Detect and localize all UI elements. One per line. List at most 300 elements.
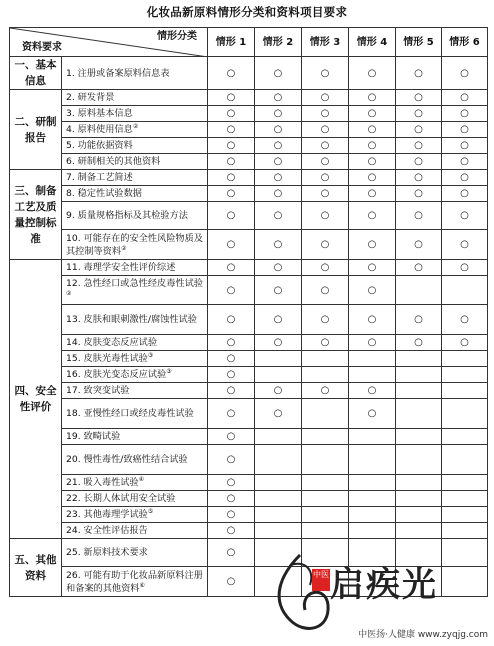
case-cell bbox=[396, 399, 442, 429]
required-mark: ○ bbox=[414, 262, 423, 273]
case-cell bbox=[302, 57, 349, 90]
case-cell bbox=[255, 475, 302, 491]
case-cell bbox=[208, 383, 255, 399]
item-label: 16. 皮肤光变态反应试验 bbox=[66, 369, 167, 380]
watermark-name: 启疾光 bbox=[330, 565, 438, 605]
item-label: 19. 致畸试验 bbox=[66, 431, 121, 442]
required-mark: ○ bbox=[367, 108, 377, 119]
table-row bbox=[10, 138, 488, 154]
required-mark: ○ bbox=[367, 67, 377, 79]
item-cell bbox=[62, 260, 208, 276]
table-row bbox=[10, 351, 488, 367]
item-label: 1. 注册或备案原料信息表 bbox=[66, 67, 170, 79]
required-mark: ○ bbox=[226, 509, 236, 520]
case-cell bbox=[396, 305, 442, 335]
item-cell bbox=[62, 276, 208, 305]
case-cell bbox=[442, 523, 488, 539]
case-cell bbox=[349, 90, 396, 106]
case-cell bbox=[255, 351, 302, 367]
item-label: 20. 慢性毒性/致癌性结合试验 bbox=[66, 454, 188, 465]
required-mark: ○ bbox=[226, 576, 236, 587]
case-cell bbox=[396, 170, 442, 186]
case-cell bbox=[442, 305, 488, 335]
item-label: 18. 亚慢性经口或经皮毒性试验 bbox=[66, 408, 194, 419]
case-cell bbox=[396, 429, 442, 445]
item-label: 5. 功能依据资料 bbox=[66, 140, 133, 151]
item-cell bbox=[62, 567, 208, 597]
case-cell bbox=[349, 523, 396, 539]
required-mark: ○ bbox=[460, 156, 469, 167]
required-mark: ○ bbox=[273, 385, 283, 396]
case-cell bbox=[396, 260, 442, 276]
required-mark: ○ bbox=[226, 262, 236, 273]
case-cell bbox=[255, 276, 302, 305]
case-cell bbox=[442, 429, 488, 445]
required-mark: ○ bbox=[414, 210, 423, 221]
item-cell bbox=[62, 491, 208, 507]
case-cell bbox=[255, 186, 302, 202]
required-mark: ○ bbox=[226, 188, 236, 199]
table-row bbox=[10, 475, 488, 491]
item-cell bbox=[62, 154, 208, 170]
case-cell bbox=[302, 276, 349, 305]
required-mark: ○ bbox=[226, 408, 236, 419]
required-mark: ○ bbox=[226, 67, 236, 79]
case-cell bbox=[255, 335, 302, 351]
item-label: 22. 长期人体试用安全试验 bbox=[66, 493, 176, 504]
required-mark: ○ bbox=[367, 262, 377, 273]
required-mark: ○ bbox=[320, 67, 330, 79]
required-mark: ○ bbox=[320, 239, 330, 250]
table-row bbox=[10, 186, 488, 202]
required-mark: ○ bbox=[460, 172, 469, 183]
case-cell bbox=[208, 186, 255, 202]
item-cell bbox=[62, 170, 208, 186]
case-cell bbox=[208, 106, 255, 122]
required-mark: ○ bbox=[320, 284, 330, 296]
required-mark: ○ bbox=[226, 172, 236, 183]
watermark-site: 中医扬·人健康 www.zyqjg.com bbox=[358, 630, 488, 640]
case-cell bbox=[442, 475, 488, 491]
item-cell bbox=[62, 475, 208, 491]
category-cell: 五、其他资料 bbox=[10, 539, 62, 597]
case-cell bbox=[442, 90, 488, 106]
required-mark: ○ bbox=[273, 408, 283, 419]
item-cell bbox=[62, 138, 208, 154]
required-mark: ○ bbox=[460, 210, 469, 221]
case-cell bbox=[442, 351, 488, 367]
footnote-marker: ④ bbox=[138, 475, 145, 483]
item-cell bbox=[62, 305, 208, 335]
case-cell bbox=[349, 186, 396, 202]
required-mark: ○ bbox=[226, 124, 236, 135]
item-label: 13. 皮肤和眼刺激性/腐蚀性试验 bbox=[66, 314, 197, 325]
case-cell bbox=[396, 57, 442, 90]
required-mark: ○ bbox=[273, 92, 283, 103]
case-cell bbox=[396, 90, 442, 106]
required-mark: ○ bbox=[273, 337, 283, 348]
case-cell bbox=[442, 202, 488, 230]
case-cell bbox=[255, 507, 302, 523]
required-mark: ○ bbox=[367, 337, 377, 348]
case-cell bbox=[349, 445, 396, 475]
required-mark: ○ bbox=[320, 262, 330, 273]
required-mark: ○ bbox=[226, 140, 236, 151]
case-cell bbox=[396, 122, 442, 138]
required-mark: ○ bbox=[226, 493, 236, 504]
case-cell bbox=[302, 399, 349, 429]
required-mark: ○ bbox=[226, 314, 236, 325]
watermark-seal: 中医 bbox=[312, 569, 330, 591]
item-cell bbox=[62, 367, 208, 383]
case-cell bbox=[442, 230, 488, 260]
case-cell bbox=[349, 122, 396, 138]
required-mark: ○ bbox=[320, 337, 330, 348]
case-cell bbox=[349, 57, 396, 90]
required-mark: ○ bbox=[460, 337, 469, 348]
case-cell bbox=[442, 367, 488, 383]
table-row bbox=[10, 383, 488, 399]
case-cell bbox=[302, 383, 349, 399]
case-cell bbox=[349, 170, 396, 186]
required-mark: ○ bbox=[320, 92, 330, 103]
required-mark: ○ bbox=[414, 172, 423, 183]
case-cell bbox=[396, 491, 442, 507]
item-cell bbox=[62, 399, 208, 429]
table-row bbox=[10, 170, 488, 186]
case-cell bbox=[442, 138, 488, 154]
required-mark: ○ bbox=[226, 239, 236, 250]
required-mark: ○ bbox=[414, 92, 423, 103]
case-cell bbox=[208, 351, 255, 367]
case-cell bbox=[208, 567, 255, 597]
item-label: 6. 研制相关的其他资料 bbox=[66, 156, 161, 167]
required-mark: ○ bbox=[367, 188, 377, 199]
table-row bbox=[10, 230, 488, 260]
case-cell bbox=[396, 475, 442, 491]
case-cell bbox=[208, 122, 255, 138]
case-cell bbox=[255, 138, 302, 154]
required-mark: ○ bbox=[226, 547, 236, 558]
table-row bbox=[10, 106, 488, 122]
case-cell bbox=[396, 523, 442, 539]
table-row bbox=[10, 90, 488, 106]
case-cell bbox=[396, 351, 442, 367]
required-mark: ○ bbox=[273, 156, 283, 167]
required-mark: ○ bbox=[367, 92, 377, 103]
required-mark: ○ bbox=[226, 156, 236, 167]
case-header-5: 情形 5 bbox=[396, 28, 442, 57]
case-cell bbox=[208, 170, 255, 186]
case-cell bbox=[349, 335, 396, 351]
required-mark: ○ bbox=[226, 454, 236, 465]
item-label: 3. 原料基本信息 bbox=[66, 108, 133, 119]
item-cell bbox=[62, 230, 208, 260]
case-cell bbox=[349, 475, 396, 491]
case-cell bbox=[396, 186, 442, 202]
item-label: 7. 制备工艺简述 bbox=[66, 172, 133, 183]
item-cell bbox=[62, 90, 208, 106]
case-header-3: 情形 3 bbox=[302, 28, 349, 57]
case-cell bbox=[302, 202, 349, 230]
case-cell bbox=[442, 122, 488, 138]
required-mark: ○ bbox=[460, 262, 469, 273]
case-cell bbox=[396, 138, 442, 154]
case-cell bbox=[442, 57, 488, 90]
required-mark: ○ bbox=[273, 239, 283, 250]
table-row bbox=[10, 260, 488, 276]
required-mark: ○ bbox=[273, 124, 283, 135]
item-label: 4. 原料使用信息 bbox=[66, 124, 133, 135]
required-mark: ○ bbox=[226, 431, 236, 442]
case-cell bbox=[349, 276, 396, 305]
required-mark: ○ bbox=[320, 172, 330, 183]
required-mark: ○ bbox=[460, 124, 469, 135]
case-cell bbox=[302, 523, 349, 539]
required-mark: ○ bbox=[414, 188, 423, 199]
item-label: 25. 新原料技术要求 bbox=[66, 547, 148, 558]
table-row bbox=[10, 523, 488, 539]
item-label: 26. 可能有助于化妆品新原料注册和备案的其他资料 bbox=[66, 569, 203, 594]
required-mark: ○ bbox=[320, 385, 330, 396]
item-label: 17. 致突变试验 bbox=[66, 385, 130, 396]
case-cell bbox=[208, 429, 255, 445]
required-mark: ○ bbox=[320, 314, 330, 325]
case-cell bbox=[349, 383, 396, 399]
footnote-marker: ⑥ bbox=[139, 581, 145, 589]
item-cell bbox=[62, 57, 208, 90]
case-header-2: 情形 2 bbox=[255, 28, 302, 57]
case-cell bbox=[255, 305, 302, 335]
required-mark: ○ bbox=[320, 188, 330, 199]
item-cell bbox=[62, 122, 208, 138]
case-cell bbox=[442, 335, 488, 351]
required-mark: ○ bbox=[226, 477, 236, 488]
required-mark: ○ bbox=[460, 67, 469, 79]
required-mark: ○ bbox=[367, 140, 377, 151]
required-mark: ○ bbox=[414, 156, 423, 167]
required-mark: ○ bbox=[320, 210, 330, 221]
required-mark: ○ bbox=[273, 108, 283, 119]
required-mark: ○ bbox=[273, 172, 283, 183]
item-label: 24. 安全性评估报告 bbox=[66, 525, 148, 536]
required-mark: ○ bbox=[414, 140, 423, 151]
footnote-marker: ⑤ bbox=[147, 507, 154, 515]
required-mark: ○ bbox=[460, 188, 469, 199]
required-mark: ○ bbox=[367, 408, 377, 419]
table-row bbox=[10, 429, 488, 445]
required-mark: ○ bbox=[273, 210, 283, 221]
case-cell bbox=[302, 90, 349, 106]
case-header-1: 情形 1 bbox=[208, 28, 255, 57]
case-cell bbox=[255, 491, 302, 507]
required-mark: ○ bbox=[226, 284, 236, 296]
case-cell bbox=[208, 367, 255, 383]
case-cell bbox=[208, 475, 255, 491]
required-mark: ○ bbox=[414, 314, 423, 325]
required-mark: ○ bbox=[226, 385, 236, 396]
case-cell bbox=[208, 154, 255, 170]
case-cell bbox=[255, 90, 302, 106]
required-mark: ○ bbox=[414, 67, 423, 79]
item-label: 9. 质量规格指标及其检验方法 bbox=[66, 210, 188, 221]
case-cell bbox=[442, 399, 488, 429]
required-mark: ○ bbox=[414, 337, 423, 348]
required-mark: ○ bbox=[273, 140, 283, 151]
case-cell bbox=[255, 260, 302, 276]
document-title: 化妆品新原料情形分类和资料项目要求 bbox=[146, 5, 348, 19]
case-cell bbox=[255, 383, 302, 399]
case-cell bbox=[302, 186, 349, 202]
item-label: 23. 其他毒理学试验 bbox=[66, 509, 148, 520]
required-mark: ○ bbox=[367, 124, 377, 135]
table-row bbox=[10, 445, 488, 475]
footnote-marker: ② bbox=[132, 122, 139, 130]
required-mark: ○ bbox=[460, 140, 469, 151]
required-mark: ○ bbox=[273, 67, 283, 79]
item-cell bbox=[62, 539, 208, 567]
case-cell bbox=[302, 429, 349, 445]
case-cell bbox=[255, 154, 302, 170]
table-row bbox=[10, 57, 488, 90]
case-cell bbox=[396, 335, 442, 351]
required-mark: ○ bbox=[460, 239, 469, 250]
item-cell bbox=[62, 186, 208, 202]
case-cell bbox=[349, 305, 396, 335]
case-cell bbox=[349, 367, 396, 383]
case-cell bbox=[302, 260, 349, 276]
corner-bottom-label: 资料要求 bbox=[22, 42, 62, 53]
case-cell bbox=[302, 106, 349, 122]
required-mark: ○ bbox=[367, 156, 377, 167]
table-body bbox=[10, 57, 488, 597]
footnote-marker: ③ bbox=[166, 367, 172, 375]
corner-top-label: 情形分类 bbox=[157, 31, 197, 42]
required-mark: ○ bbox=[414, 239, 423, 250]
required-mark: ○ bbox=[414, 108, 423, 119]
case-cell bbox=[208, 523, 255, 539]
case-cell bbox=[208, 90, 255, 106]
case-cell bbox=[442, 260, 488, 276]
case-cell bbox=[349, 106, 396, 122]
item-cell bbox=[62, 351, 208, 367]
case-cell bbox=[255, 429, 302, 445]
case-cell bbox=[208, 260, 255, 276]
case-cell bbox=[442, 491, 488, 507]
case-cell bbox=[208, 138, 255, 154]
case-cell bbox=[208, 539, 255, 567]
required-mark: ○ bbox=[320, 108, 330, 119]
case-cell bbox=[255, 106, 302, 122]
case-cell bbox=[208, 202, 255, 230]
table-row bbox=[10, 154, 488, 170]
case-header-4: 情形 4 bbox=[349, 28, 396, 57]
case-cell bbox=[255, 122, 302, 138]
item-label: 2. 研发背景 bbox=[66, 92, 115, 103]
required-mark: ○ bbox=[414, 124, 423, 135]
category-cell: 三、制备工艺及质量控制标准 bbox=[10, 170, 62, 260]
case-cell bbox=[208, 335, 255, 351]
table-row bbox=[10, 202, 488, 230]
case-cell bbox=[349, 429, 396, 445]
case-cell bbox=[349, 507, 396, 523]
footnote-marker: ③ bbox=[147, 351, 154, 359]
item-label: 15. 皮肤光毒性试验 bbox=[66, 353, 148, 364]
case-cell bbox=[442, 507, 488, 523]
case-cell bbox=[396, 154, 442, 170]
category-cell: 二、研制报告 bbox=[10, 90, 62, 170]
case-cell bbox=[349, 202, 396, 230]
case-cell bbox=[442, 383, 488, 399]
case-cell bbox=[302, 335, 349, 351]
case-cell bbox=[349, 154, 396, 170]
case-cell bbox=[208, 305, 255, 335]
required-mark: ○ bbox=[320, 124, 330, 135]
required-mark: ○ bbox=[367, 385, 377, 396]
case-cell bbox=[255, 202, 302, 230]
case-cell bbox=[396, 507, 442, 523]
case-cell bbox=[302, 154, 349, 170]
item-cell bbox=[62, 106, 208, 122]
case-cell bbox=[255, 57, 302, 90]
required-mark: ○ bbox=[273, 188, 283, 199]
item-cell bbox=[62, 383, 208, 399]
item-label: 14. 皮肤变态反应试验 bbox=[66, 337, 158, 348]
case-cell bbox=[442, 445, 488, 475]
case-cell bbox=[396, 106, 442, 122]
case-cell bbox=[302, 507, 349, 523]
category-cell: 一、基本信息 bbox=[10, 57, 62, 90]
case-cell bbox=[302, 491, 349, 507]
required-mark: ○ bbox=[460, 314, 469, 325]
required-mark: ○ bbox=[273, 284, 283, 296]
case-cell bbox=[442, 106, 488, 122]
required-mark: ○ bbox=[226, 337, 236, 348]
case-cell bbox=[302, 475, 349, 491]
required-mark: ○ bbox=[367, 314, 377, 325]
table-row bbox=[10, 491, 488, 507]
case-cell bbox=[396, 445, 442, 475]
required-mark: ○ bbox=[226, 353, 236, 364]
case-cell bbox=[396, 230, 442, 260]
item-label: 8. 稳定性试验数据 bbox=[66, 188, 142, 199]
table-row bbox=[10, 122, 488, 138]
case-cell bbox=[349, 399, 396, 429]
required-mark: ○ bbox=[460, 92, 469, 103]
case-cell bbox=[349, 351, 396, 367]
case-cell bbox=[302, 445, 349, 475]
case-cell bbox=[442, 170, 488, 186]
case-cell bbox=[349, 491, 396, 507]
case-cell bbox=[302, 230, 349, 260]
case-cell bbox=[302, 305, 349, 335]
table-row bbox=[10, 507, 488, 523]
required-mark: ○ bbox=[226, 108, 236, 119]
footnote-marker: ② bbox=[121, 244, 127, 252]
case-cell bbox=[255, 523, 302, 539]
item-label: 11. 毒理学安全性评价综述 bbox=[66, 262, 176, 273]
case-header-6: 情形 6 bbox=[442, 28, 488, 57]
required-mark: ○ bbox=[320, 140, 330, 151]
case-cell bbox=[208, 276, 255, 305]
requirements-table bbox=[9, 27, 488, 597]
required-mark: ○ bbox=[226, 210, 236, 221]
case-cell bbox=[302, 367, 349, 383]
case-cell bbox=[302, 170, 349, 186]
required-mark: ○ bbox=[273, 314, 283, 325]
case-cell bbox=[302, 122, 349, 138]
case-cell bbox=[442, 276, 488, 305]
